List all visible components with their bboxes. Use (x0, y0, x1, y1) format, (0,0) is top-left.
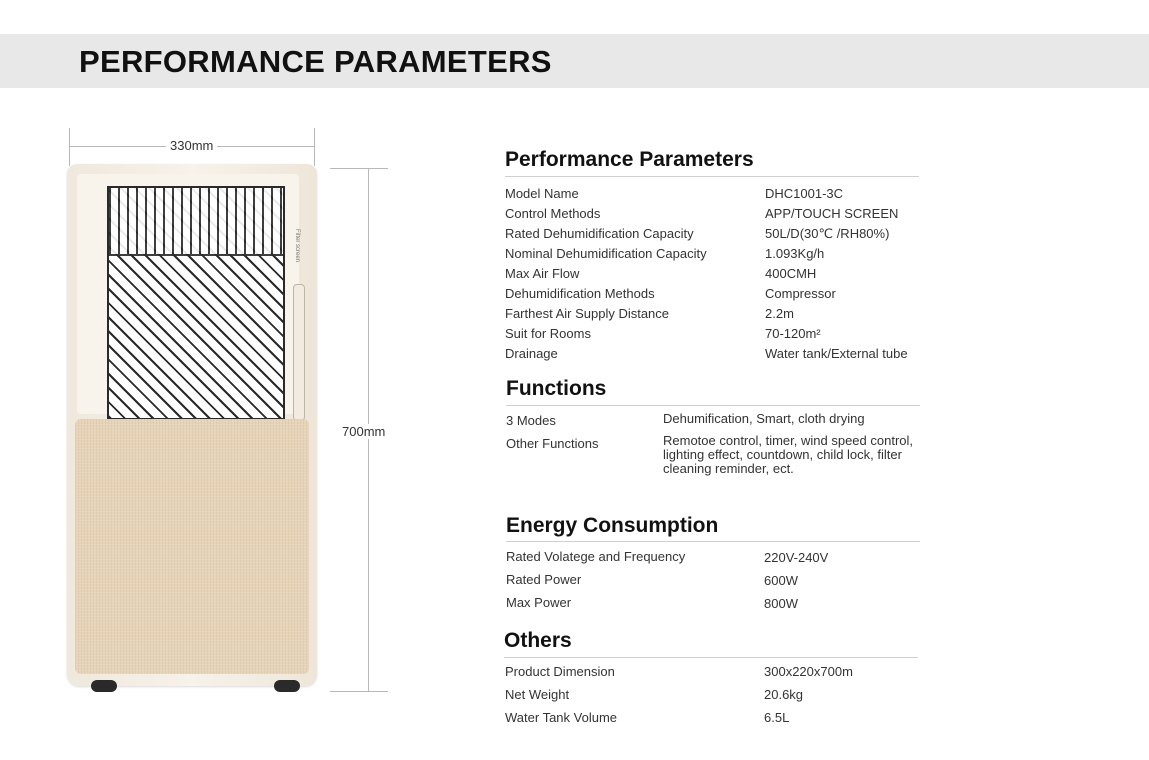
spec-value: DHC1001-3C (765, 186, 844, 201)
top-panel (77, 174, 299, 414)
product-illustration (0, 0, 480, 760)
page-title: PERFORMANCE PARAMETERS (79, 44, 552, 79)
spec-value: APP/TOUCH SCREEN (765, 206, 899, 221)
spec-value: 220V-240V (764, 550, 829, 565)
spec-label: Max Air Flow (505, 266, 580, 281)
spec-label: Dehumidification Methods (505, 286, 655, 301)
spec-label: Max Power (506, 595, 572, 610)
spec-label: 3 Modes (506, 413, 556, 428)
spec-value: 20.6kg (764, 687, 804, 702)
filter-screen-label: Filter screen (294, 229, 300, 263)
spec-label: Net Weight (505, 687, 570, 702)
height-dimension-tick-bottom (330, 691, 388, 692)
functions-title: Functions (506, 377, 607, 400)
others-title: Others (504, 629, 572, 652)
width-dimension-label: 330mm (166, 138, 217, 153)
spec-label: Rated Power (506, 572, 582, 587)
performance-rule (505, 176, 919, 177)
fabric-front-panel (75, 419, 309, 674)
width-dimension-tick-left (69, 128, 70, 166)
spec-value: 70-120m² (765, 326, 821, 341)
spec-value: Dehumification, Smart, cloth drying (663, 411, 865, 426)
spec-label: Control Methods (505, 206, 601, 221)
spec-value: Compressor (765, 286, 836, 301)
width-dimension-tick-right (314, 128, 315, 166)
spec-label: Suit for Rooms (505, 326, 591, 341)
wheel-left (91, 680, 117, 692)
spec-label: Nominal Dehumidification Capacity (505, 246, 707, 261)
spec-value: 1.093Kg/h (765, 246, 825, 261)
height-dimension-label: 700mm (338, 424, 389, 439)
filter-screen-tab (293, 284, 305, 421)
spec-value: 6.5L (764, 710, 790, 725)
spec-label: Rated Dehumidification Capacity (505, 226, 694, 241)
spec-label: Water Tank Volume (505, 710, 617, 725)
spec-label: Model Name (505, 186, 579, 201)
energy-rule (506, 541, 920, 542)
energy-title: Energy Consumption (506, 514, 719, 537)
spec-label: Other Functions (506, 436, 599, 451)
functions-rule (506, 405, 920, 406)
spec-label: Rated Volatege and Frequency (506, 549, 686, 564)
spec-value: 50L/D(30℃ /RH80%) (765, 226, 890, 241)
performance-title: Performance Parameters (505, 148, 754, 171)
spec-value: 2.2m (765, 306, 794, 321)
spec-value: 600W (764, 573, 798, 588)
spec-value: Water tank/External tube (765, 346, 908, 361)
spec-value: Remotoe control, timer, wind speed control, lighting effect, countdown, child lock, filter cleaning reminder, ect. (663, 433, 914, 476)
others-rule (504, 657, 918, 658)
spec-label: Drainage (505, 346, 558, 361)
spec-value: 400CMH (765, 266, 817, 281)
height-dimension-tick-top (330, 168, 388, 169)
air-outlet-upper-louvers (107, 186, 285, 256)
spec-label: Product Dimension (505, 664, 615, 679)
wheel-right (274, 680, 300, 692)
spec-label: Farthest Air Supply Distance (505, 306, 670, 321)
dehumidifier-unit (67, 164, 317, 686)
spec-value: 800W (764, 596, 798, 611)
spec-value: 300x220x700m (764, 664, 853, 679)
